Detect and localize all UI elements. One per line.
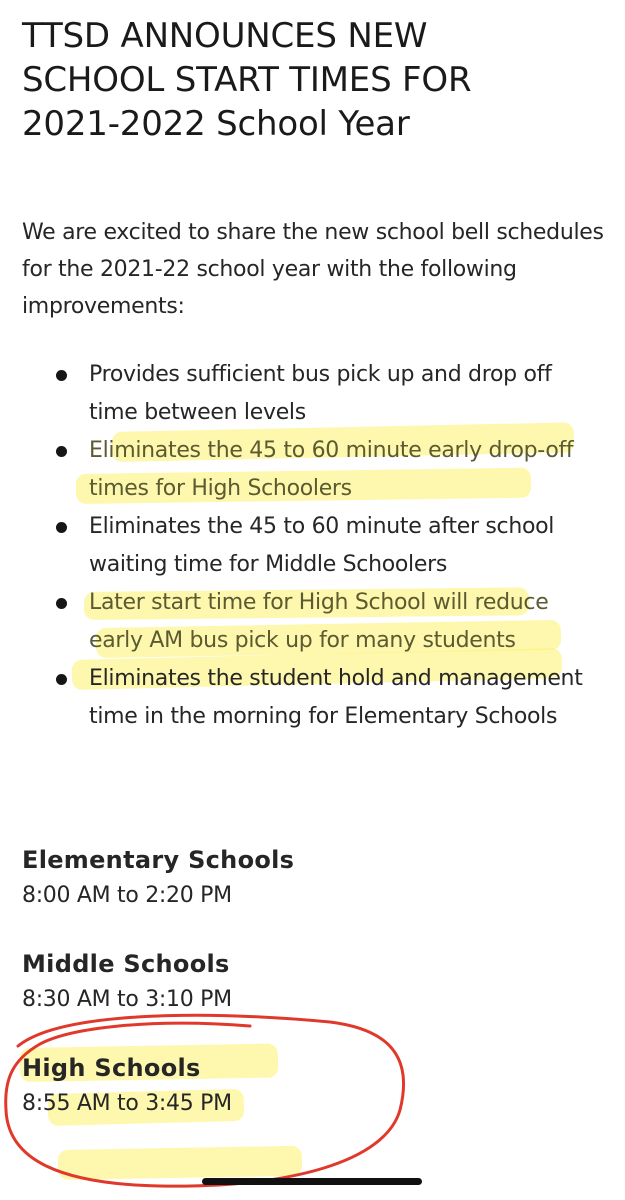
- article-headline: [22, 14, 612, 146]
- bullet-dot-icon: [56, 522, 67, 533]
- list-item-text: Eliminates the 45 to 60 minute after school waiting time for Middle Schoolers: [89, 514, 555, 577]
- list-item: [0, 584, 599, 660]
- bullet-dot-icon: [56, 598, 67, 609]
- schedule-times: 8:55 AM to 3:45 PM: [22, 1091, 232, 1116]
- list-item-text: Eliminates the student hold and management time in the morning for Elementary Schools: [89, 666, 583, 729]
- home-indicator[interactable]: [202, 1178, 422, 1185]
- bullet-dot-icon: [56, 674, 67, 685]
- list-item: [0, 508, 599, 584]
- list-item-text: Provides sufficient bus pick up and drop off time between levels: [89, 362, 552, 425]
- schedule-times: 8:30 AM to 3:10 PM: [22, 987, 232, 1012]
- list-item: [0, 660, 599, 736]
- headline-line-1: TTSD ANNOUNCES NEW: [22, 16, 428, 56]
- headline-line-2: SCHOOL START TIMES FOR: [22, 60, 472, 100]
- schedule-level-title: Elementary Schools: [22, 846, 295, 874]
- list-item-text: Later start time for High School will reduce early AM bus pick up for many students: [89, 590, 549, 653]
- highlighter-mark-high-schools-extra: [58, 1146, 302, 1180]
- list-item: [0, 356, 599, 432]
- list-item-text: Eliminates the 45 to 60 minute early drop-off times for High Schoolers: [89, 438, 574, 501]
- schedule-middle: [22, 946, 422, 1018]
- headline-line-3: 2021-2022 School Year: [22, 104, 410, 144]
- improvements-list: [0, 356, 625, 736]
- schedule-level-title: High Schools: [22, 1054, 201, 1082]
- schedule-times: 8:00 AM to 2:20 PM: [22, 883, 232, 908]
- intro-paragraph: We are excited to share the new school bell schedules for the 2021-22 school year with the following improvements:: [22, 220, 604, 319]
- bullet-dot-icon: [56, 446, 67, 457]
- schedule-elementary: [22, 842, 422, 914]
- schedule-high: [22, 1050, 422, 1122]
- list-item: [0, 432, 599, 508]
- bullet-dot-icon: [56, 370, 67, 381]
- schedule-level-title: Middle Schools: [22, 950, 230, 978]
